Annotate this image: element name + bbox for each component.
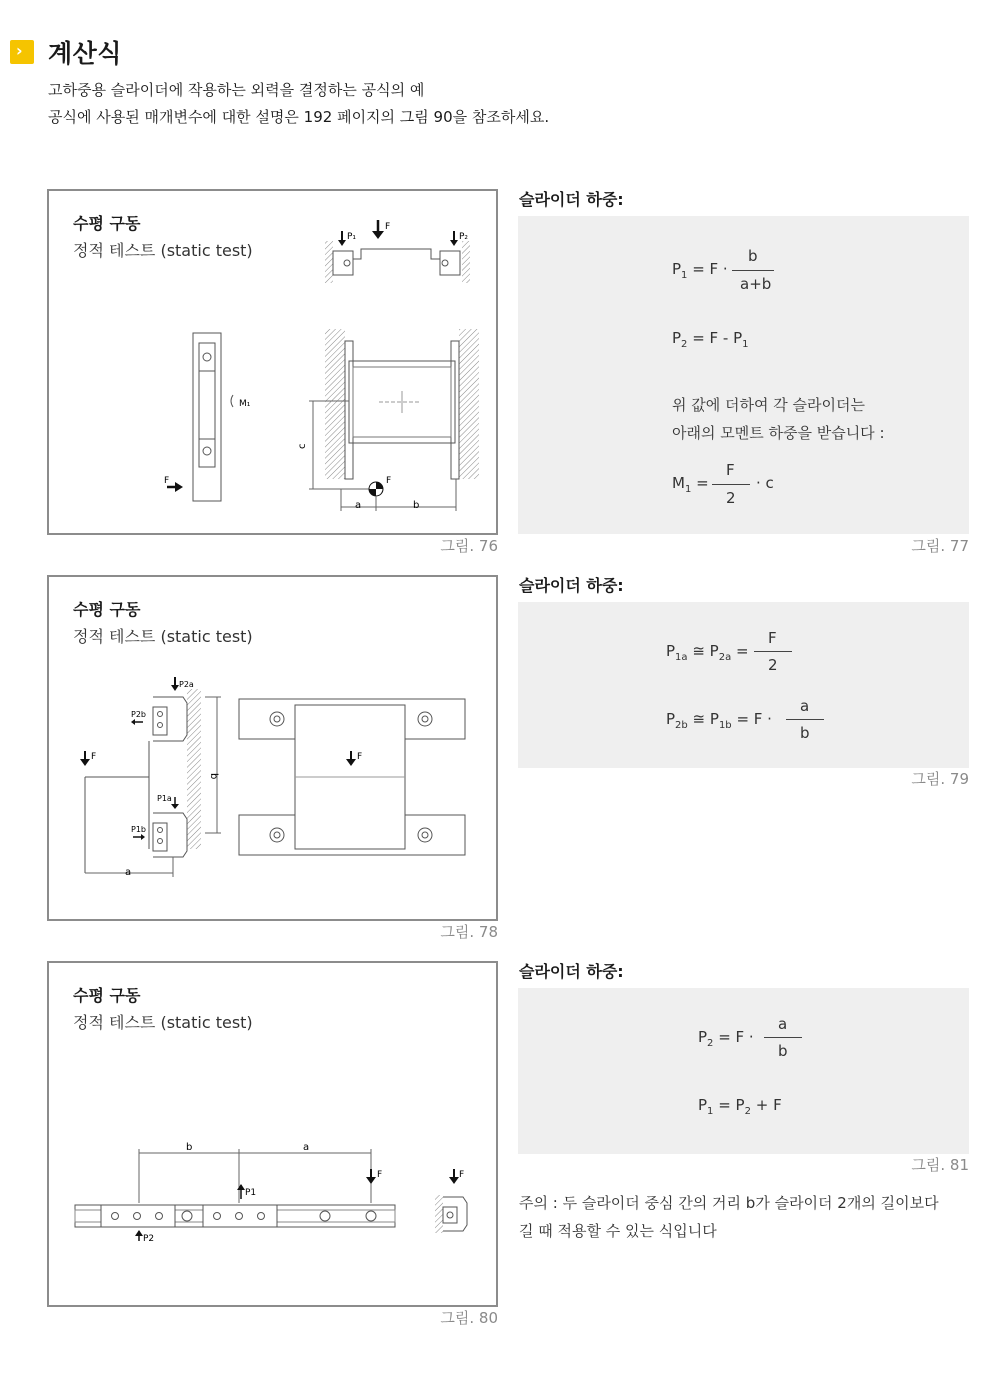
label-f-side: F [164,476,170,486]
figure-76-drawing [49,191,496,533]
note-line-1: 주의 : 두 슬라이더 중심 간의 거리 b가 슬라이더 2개의 길이보다 [519,1194,939,1212]
figure-title: 수평 구동 [73,986,141,1005]
label-b: b [186,1142,193,1153]
l2-numerator: a [800,697,810,715]
label-f-plan: F [357,752,363,762]
note-line-2: 길 때 적용할 수 있는 식입니다 [519,1222,717,1240]
fraction-bar [764,1037,802,1038]
p1-denominator: a+b [740,275,772,293]
label-p1: P₁ [347,232,357,242]
figure-caption: 그림. 78 [440,923,498,941]
figure-subtitle: 정적 테스트 (static test) [73,627,253,646]
label-b: b [208,773,219,780]
page-title: 계산식 [48,39,122,68]
intro-line-2: 공식에 사용된 매개변수에 대한 설명은 192 페이지의 그림 90을 참조하세요. [48,108,550,126]
label-p1: P1 [245,1188,257,1198]
figure-caption: 그림. 76 [440,537,498,555]
m1-denominator: 2 [726,489,736,507]
label-a: a [125,867,132,878]
figure-caption: 그림. 79 [911,770,969,788]
figure-caption: 그림. 80 [440,1309,498,1327]
figure-80-box [47,961,498,1307]
m1-tail: · c [756,474,774,492]
l1-denominator: 2 [768,656,778,674]
label-f-end: F [459,1170,465,1180]
label-a: a [303,1142,310,1153]
slider-load-label: 슬라이더 하중: [519,190,624,209]
formula-box-79: $P_{1a}$ ≅ $P_{2a}$ = F 2 $P_{2b}$ ≅ $P_{1b} = F$ · a b [518,602,969,768]
figure-title: 수평 구동 [73,600,141,619]
figure-subtitle: 정적 테스트 (static test) [73,241,253,260]
l1-denominator: b [778,1042,788,1060]
label-p2: P₂ [459,232,469,242]
label-p1a: P1a [157,794,172,803]
figure-80-drawing [49,963,496,1305]
formula-box-77: $P_1 = F$ · b a+b $P_2 = F - P_1$ 위 값에 더하여 각 슬라이더는 아래의 모멘트 하중을 받습니다 : $M_1$ = F 2 · c [518,216,969,534]
label-f-main: F [386,476,392,486]
fraction-bar [786,719,824,720]
label-p2b: P2b [131,710,146,719]
label-p2: P2 [143,1234,155,1244]
intro-line-1: 고하중용 슬라이더에 작용하는 외력을 결정하는 공식의 예 [48,81,425,99]
figure-caption: 그림. 77 [911,537,969,555]
p1-numerator: b [748,247,758,265]
label-f: F [91,752,97,762]
label-f: F [377,1170,383,1180]
section-bullet-icon: › [10,40,34,64]
label-c: c [297,443,308,449]
figure-78-drawing [49,577,496,919]
slider-load-label: 슬라이더 하중: [519,576,624,595]
moment-text-1: 위 값에 더하여 각 슬라이더는 [672,396,865,414]
label-m1: M₁ [239,399,251,409]
slider-load-label: 슬라이더 하중: [519,962,624,981]
label-a: a [355,500,362,511]
l2-denominator: b [800,724,810,742]
m1-numerator: F [726,461,735,479]
moment-text-2: 아래의 모멘트 하중을 받습니다 : [672,424,885,442]
l1-numerator: F [768,629,777,647]
label-b: b [413,500,420,511]
figure-78-box [47,575,498,921]
fraction-bar [754,651,792,652]
figure-caption: 그림. 81 [911,1156,969,1174]
l1-numerator: a [778,1015,788,1033]
figure-subtitle: 정적 테스트 (static test) [73,1013,253,1032]
figure-title: 수평 구동 [73,214,141,233]
fraction-bar [712,484,750,485]
formula-box-81: $P_2 = F$ · a b $P_1 = P_2 + F$ [518,988,969,1154]
label-p1b: P1b [131,825,146,834]
label-f: F [385,222,391,232]
fraction-bar [732,270,774,271]
label-p2a: P2a [179,680,194,689]
figure-76-box [47,189,498,535]
